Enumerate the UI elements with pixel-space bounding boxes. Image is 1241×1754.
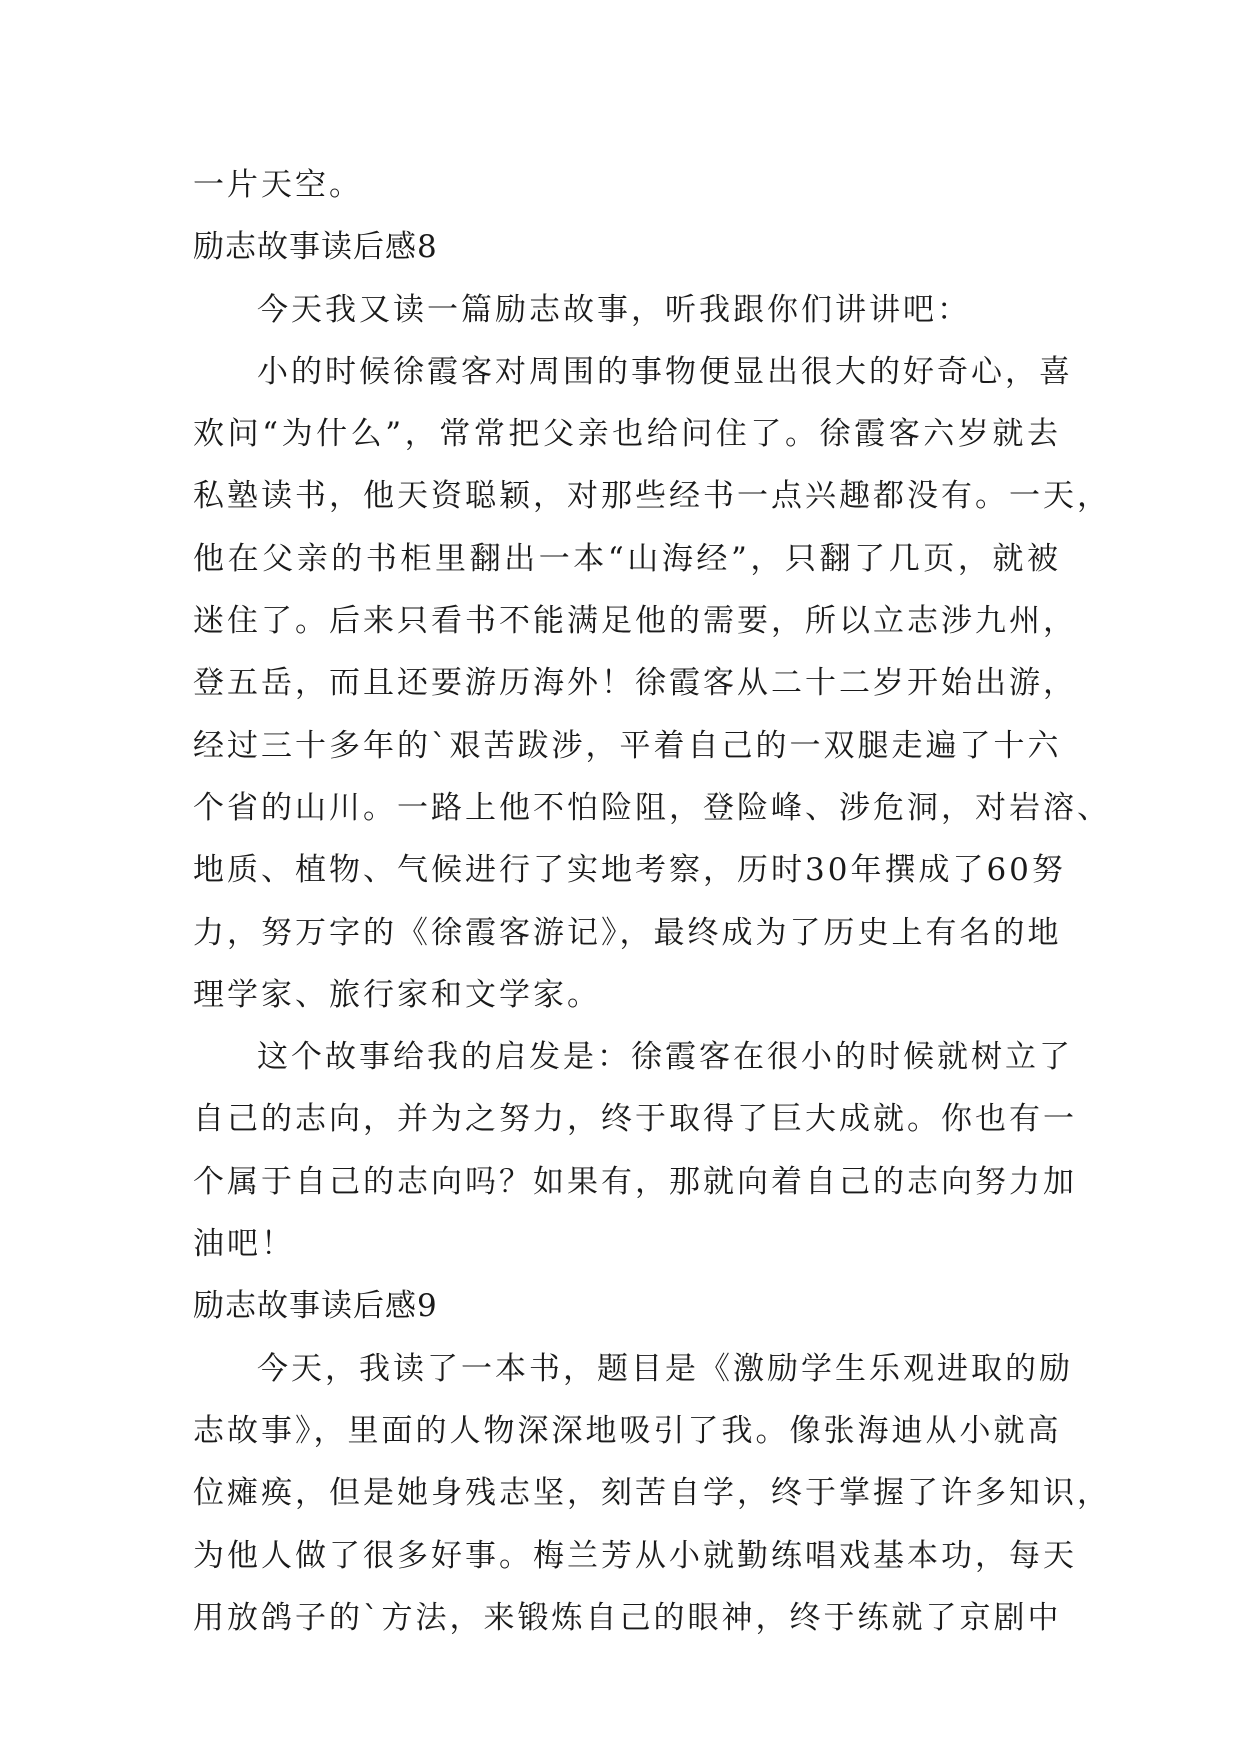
paragraph-line: 个省的山川。一路上他不怕险阻，登险峰、涉危洞，对岩溶、: [193, 789, 1111, 826]
section-heading: 励志故事读后感9: [193, 1288, 438, 1325]
paragraph-line: 个属于自己的志向吗？如果有，那就向着自己的志向努力加: [193, 1163, 1077, 1200]
paragraph-line: 自己的志向，并为之努力，终于取得了巨大成就。你也有一: [193, 1101, 1077, 1138]
paragraph-line: 位瘫痪，但是她身残志坚，刻苦自学，终于掌握了许多知识，: [193, 1475, 1111, 1512]
paragraph-line: 迷住了。后来只看书不能满足他的需要，所以立志涉九州，: [193, 603, 1077, 640]
paragraph-line: 油吧！: [193, 1226, 295, 1263]
paragraph-line: 这个故事给我的启发是：徐霞客在很小的时候就树立了: [257, 1039, 1073, 1076]
paragraph-line: 登五岳，而且还要游历海外！徐霞客从二十二岁开始出游，: [193, 665, 1077, 702]
paragraph-line: 志故事》，里面的人物深深地吸引了我。像张海迪从小就高: [193, 1412, 1062, 1449]
paragraph-line: 为他人做了很多好事。梅兰芳从小就勤练唱戏基本功，每天: [193, 1537, 1077, 1574]
paragraph-line: 私塾读书，他天资聪颖，对那些经书一点兴趣都没有。一天，: [193, 478, 1111, 515]
section-heading: 励志故事读后感8: [193, 229, 438, 266]
document-body: [193, 154, 1111, 1649]
paragraph-line: 今天我又读一篇励志故事，听我跟你们讲讲吧：: [257, 291, 971, 328]
paragraph-line: 今天，我读了一本书，题目是《激励学生乐观进取的励: [257, 1350, 1073, 1387]
paragraph-line: 理学家、旅行家和文学家。: [193, 976, 601, 1013]
paragraph-line: 经过三十多年的`艰苦跋涉，平着自己的一双腿走遍了十六: [193, 727, 1062, 764]
paragraph-line: 欢问“为什么”，常常把父亲也给问住了。徐霞客六岁就去: [193, 416, 1061, 453]
paragraph-line: 用放鸽子的`方法，来锻炼自己的眼神，终于练就了京剧中: [193, 1599, 1062, 1636]
paragraph-line: 他在父亲的书柜里翻出一本“山海经”，只翻了几页，就被: [193, 540, 1061, 577]
text-line: 一片天空。: [193, 167, 363, 203]
paragraph-line: 小的时候徐霞客对周围的事物便显出很大的好奇心，喜: [257, 353, 1073, 390]
paragraph-line: 力，努万字的《徐霞客游记》，最终成为了历史上有名的地: [193, 914, 1062, 951]
paragraph-line: 地质、植物、气候进行了实地考察，历时30年撰成了60努: [193, 852, 1066, 889]
